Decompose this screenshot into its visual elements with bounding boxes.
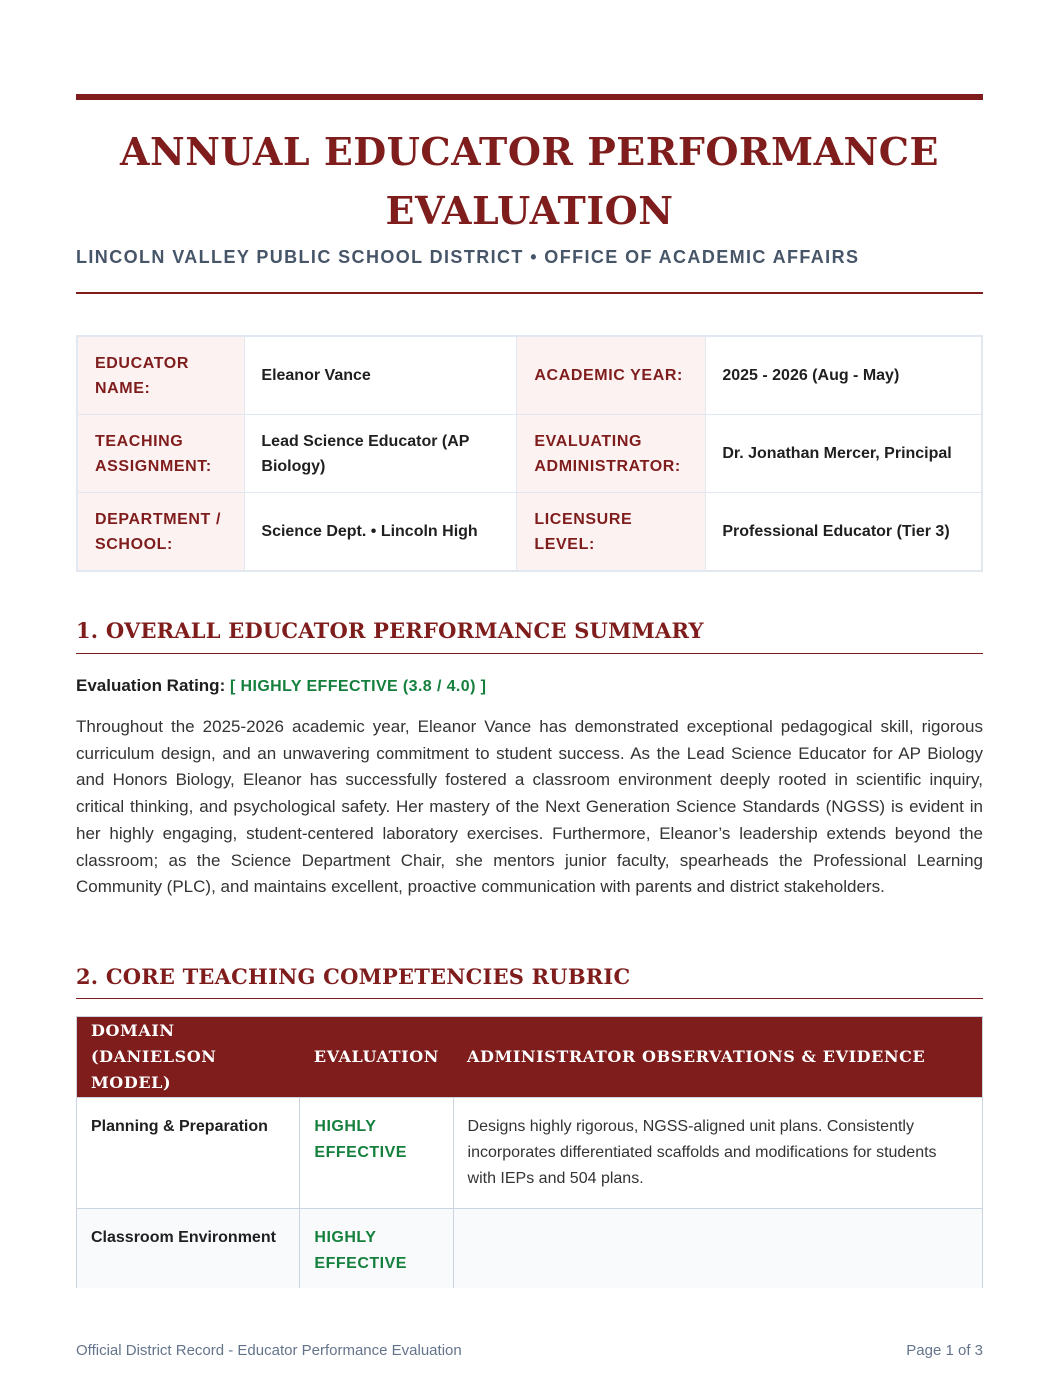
header-top-rule — [76, 94, 983, 100]
summary-paragraph: Throughout the 2025-2026 academic year, Eleanor Vance has demonstrated exceptional pedagogical skill, rigorous curriculum design, and an unwavering commitment to student success. As the Lead Science Educator for AP Biology and Honors Biology, Eleanor has successfully fostered a classroom environment deeply rooted in scientific inquiry, critical thinking, and psychological safety. Her mastery of the Next Generation Science Standards (NGSS) is evident in her highly engaging, student-centered laboratory exercises. Furthermore, Eleanor’s leadership extends beyond the classroom; as the Science Department Chair, she mentors junior faculty, spearheads the Professional Learning Community (PLC), and maintains excellent, proactive communication with parents and district stakeholders. — [76, 717, 983, 897]
table-row — [77, 1209, 983, 1289]
summary-heading: 1. OVERALL EDUCATOR PERFORMANCE SUMMARY — [76, 618, 704, 643]
rubric-evaluation: HIGHLY EFFECTIVE — [300, 1209, 453, 1289]
rubric-header-row — [77, 1017, 983, 1098]
licensure-value: Professional Educator (Tier 3) — [706, 493, 982, 572]
table-row — [77, 1098, 983, 1209]
document-subtitle: LINCOLN VALLEY PUBLIC SCHOOL DISTRICT • OFFICE OF ACADEMIC AFFAIRS — [76, 247, 860, 267]
department-label: DEPARTMENT / SCHOOL: — [77, 493, 245, 572]
evaluation-rating — [76, 676, 486, 696]
rubric-heading-rule — [76, 998, 983, 999]
rubric-domain: Planning & Preparation — [77, 1098, 300, 1209]
footer-page-number: Page 1 of 3 — [906, 1342, 983, 1359]
rubric-table-container — [76, 1016, 983, 1288]
info-row — [77, 493, 982, 572]
competencies-rubric-table — [76, 1016, 983, 1288]
teaching-assignment-value: Lead Science Educator (AP Biology) — [245, 415, 517, 493]
rubric-heading: 2. CORE TEACHING COMPETENCIES RUBRIC — [76, 964, 631, 989]
evaluating-admin-value: Dr. Jonathan Mercer, Principal — [706, 415, 982, 493]
footer-record-label: Official District Record - Educator Performance Evaluation — [76, 1342, 462, 1359]
teaching-assignment-label: TEACHING ASSIGNMENT: — [77, 415, 245, 493]
column-header-observations: ADMINISTRATOR OBSERVATIONS & EVIDENCE — [453, 1017, 982, 1098]
info-row — [77, 415, 982, 493]
summary-heading-rule — [76, 653, 983, 654]
evaluation-rating-value: [ HIGHLY EFFECTIVE (3.8 / 4.0) ] — [229, 678, 487, 695]
educator-name-label: EDUCATOR NAME: — [77, 336, 245, 415]
column-header-evaluation: EVALUATION — [300, 1017, 453, 1098]
educator-name-value: Eleanor Vance — [245, 336, 517, 415]
rubric-observations: Designs highly rigorous, NGSS-aligned unit plans. Consistently incorporates differentiated scaffolds and modifications for students with IEPs and 504 plans. — [453, 1098, 982, 1209]
department-value: Science Dept. • Lincoln High — [245, 493, 517, 572]
educator-info-table — [76, 335, 983, 572]
column-header-domain: DOMAIN (DANIELSON MODEL) — [77, 1017, 300, 1098]
academic-year-label: ACADEMIC YEAR: — [517, 336, 706, 415]
rubric-observations — [453, 1209, 982, 1289]
header-bottom-rule — [76, 292, 983, 294]
academic-year-value: 2025 - 2026 (Aug - May) — [706, 336, 982, 415]
document-title: ANNUAL EDUCATOR PERFORMANCE EVALUATION — [119, 129, 939, 233]
evaluating-admin-label: EVALUATING ADMINISTRATOR: — [517, 415, 706, 493]
rubric-evaluation: HIGHLY EFFECTIVE — [300, 1098, 453, 1209]
licensure-label: LICENSURE LEVEL: — [517, 493, 706, 572]
rubric-domain: Classroom Environment — [77, 1209, 300, 1289]
info-row — [77, 336, 982, 415]
evaluation-rating-label: Evaluation Rating: — [76, 676, 226, 695]
